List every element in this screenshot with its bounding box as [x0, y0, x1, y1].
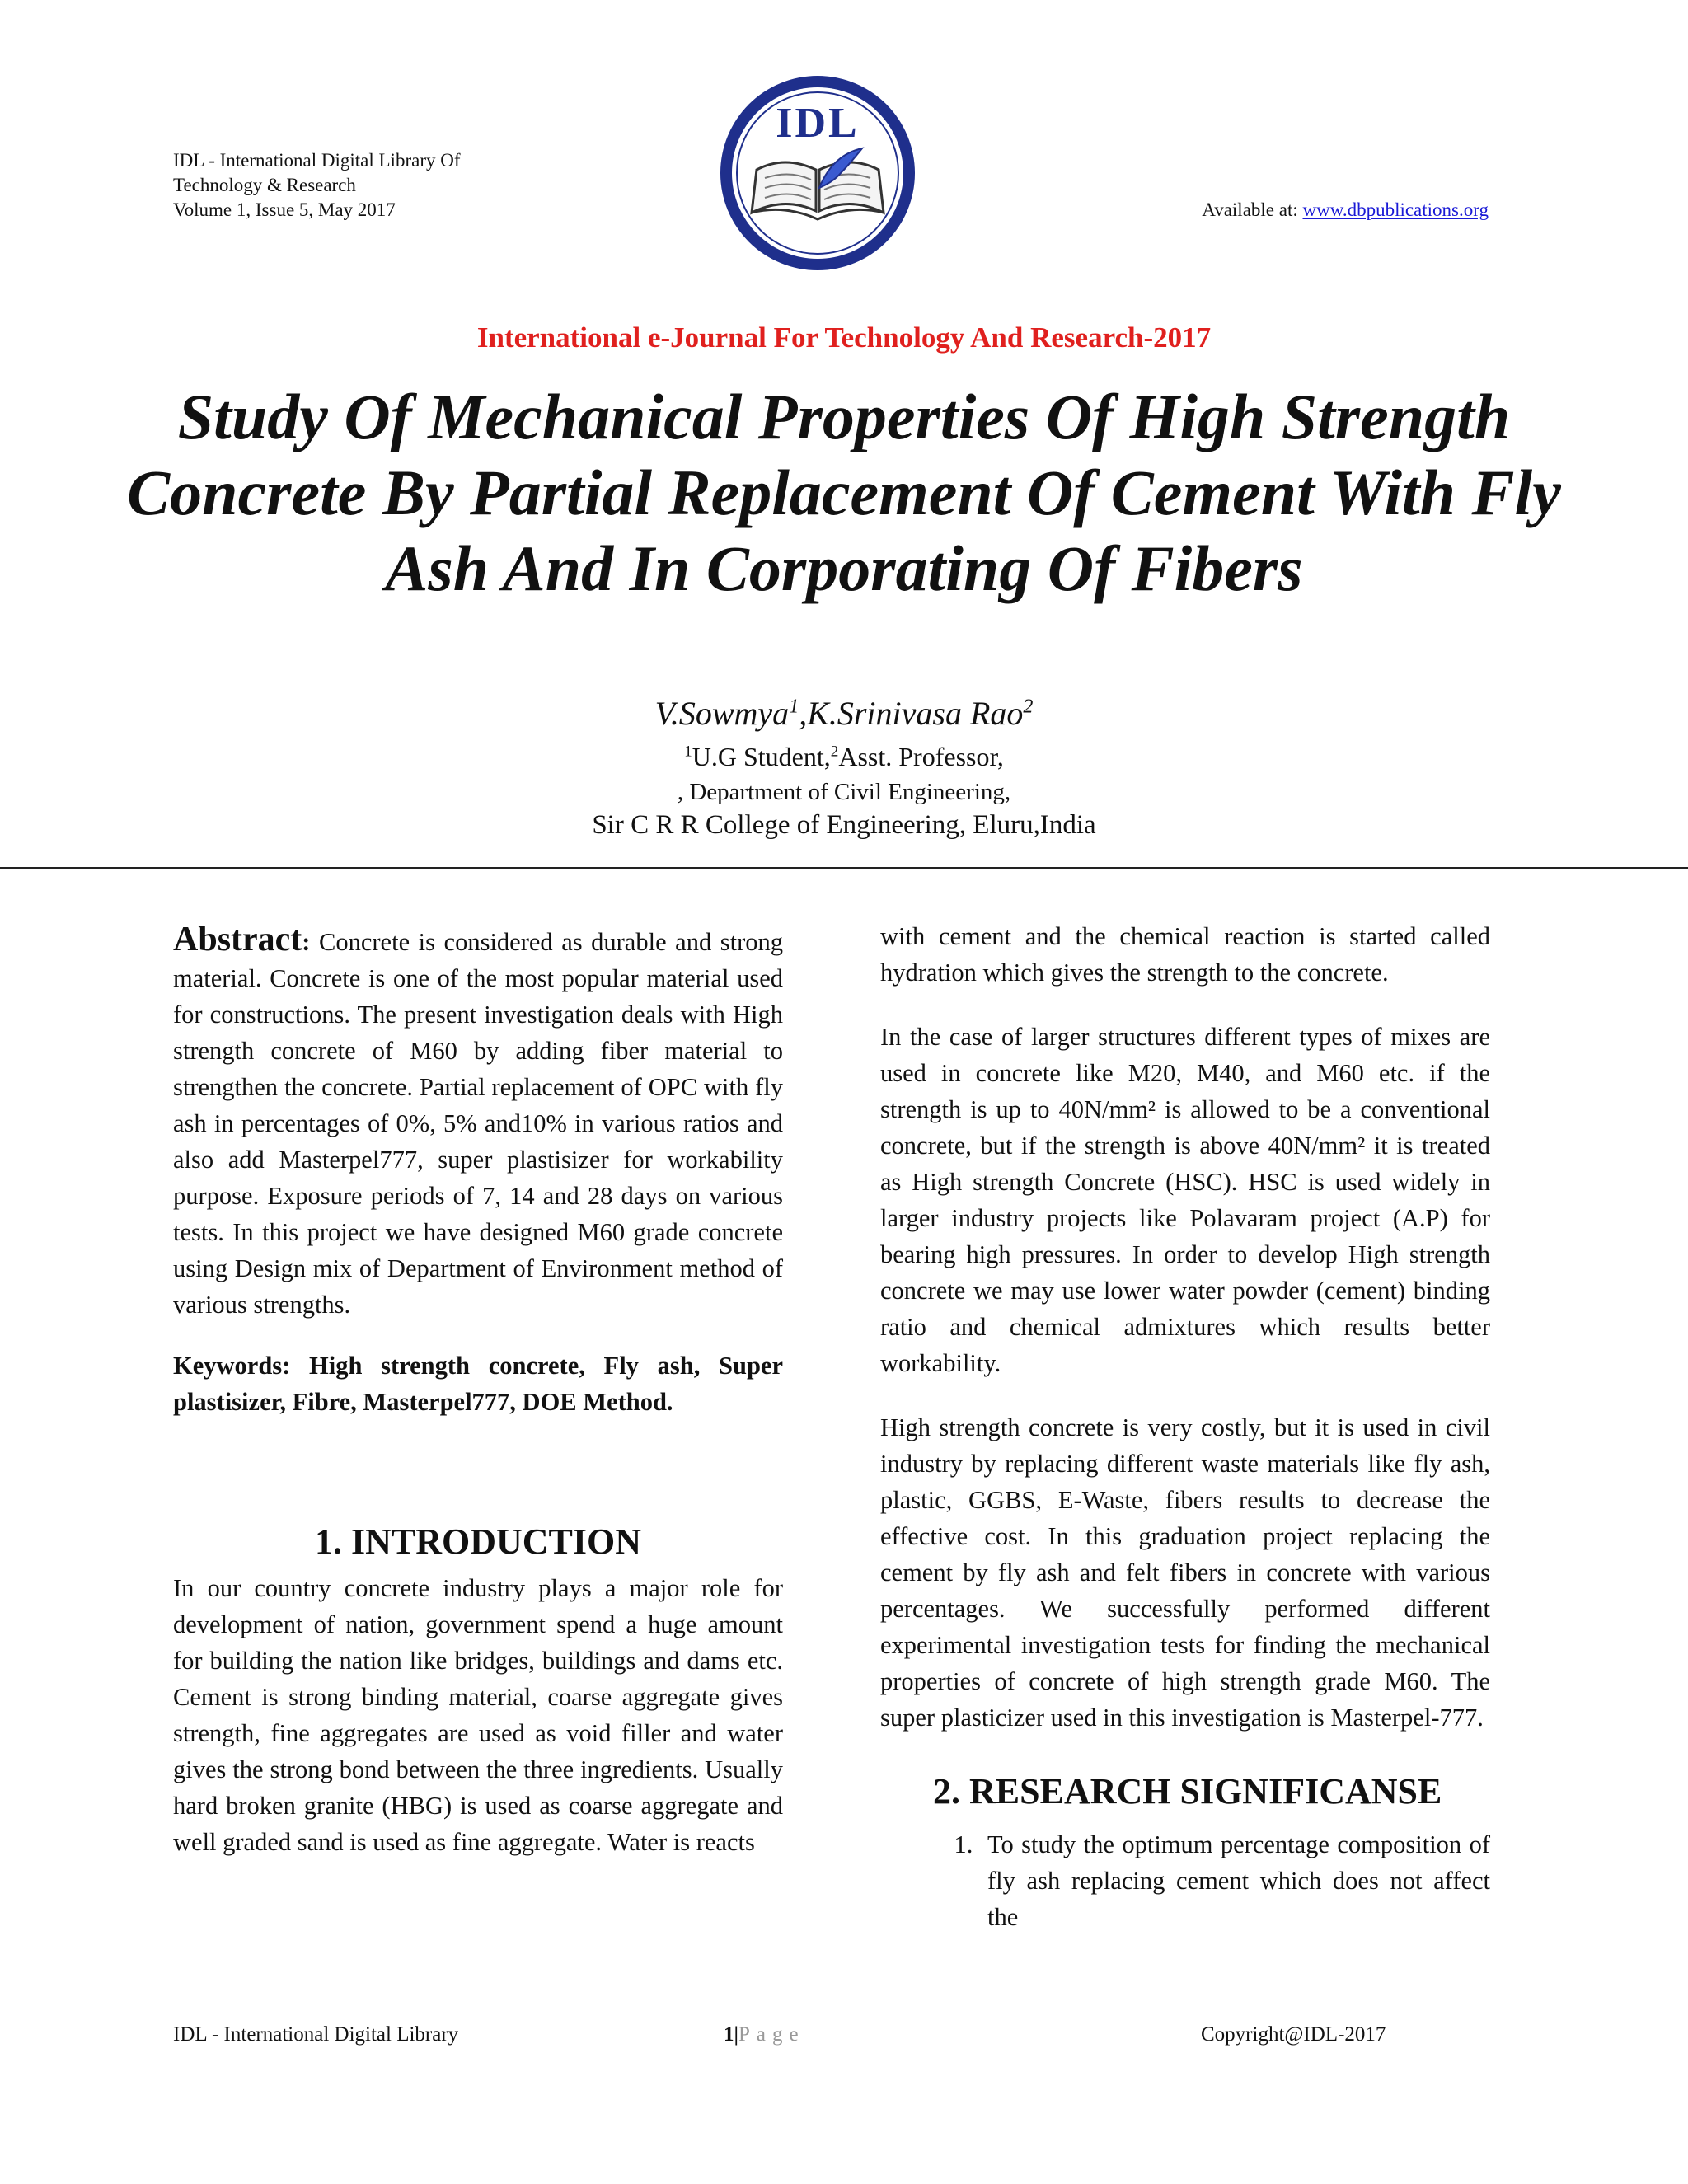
publisher-link[interactable]: www.dbpublications.org — [1302, 199, 1489, 220]
abstract-colon: : — [302, 928, 311, 956]
left-column — [173, 921, 783, 1860]
abstract-paragraph — [173, 921, 783, 1323]
section-research-significance-heading: 2. RESEARCH SIGNIFICANSE — [933, 1771, 1442, 1811]
role-2: Asst. Professor, — [838, 742, 1004, 771]
page-separator: | — [734, 2023, 739, 2046]
intro-paragraph-1: In our country concrete industry plays a major role for development of nation, government spend a huge amount for building the nation like bridges, buildings and dams etc. Cement is strong binding material, coarse aggregate gives strength, fine aggregates are used as void filler and water gives the strong bond between the three ingredients. Usually hard broken granite (HBG) is used as coarse aggregate and well graded sand is used as fine aggregate. Water is reacts — [173, 1574, 783, 1856]
abstract-label: Abstract — [173, 921, 302, 958]
intro-paragraph-2: In the case of larger structures different types of mixes are used in concrete like M20, M40, and M60 etc. if the strength is up to 40N/mm² is allowed to be a conventional concrete, but if the strength is above 40N/mm² it is treated as High strength Concrete (HSC). HSC is used widely in larger industry projects like Polavaram project (A.P) for bearing high pressures. In order to develop High strength concrete we may use lower water powder (cement) binding ratio and chemical admixtures which results better workability. — [880, 1023, 1490, 1377]
available-label: Available at: — [1202, 199, 1303, 220]
paper-title: Study Of Mechanical Properties Of High Strength Concrete By Partial Replacement Of Cement With Fly Ash And In Corporating Of Fibers — [127, 381, 1561, 604]
header-library-name: IDL - International Digital Library Of — [173, 150, 461, 171]
footer-library: IDL - International Digital Library — [173, 2023, 459, 2046]
idl-logo — [717, 73, 918, 274]
header-library-subtitle: Technology & Research — [173, 175, 356, 195]
author-2: ,K.Srinivasa Rao — [799, 695, 1024, 732]
keywords: Keywords: High strength concrete, Fly ash, Super plastisizer, Fibre, Masterpel777, DOE Method. — [173, 1352, 783, 1416]
list-item: 1. To study the optimum percentage composition of fly ash replacing cement which does not affect the — [979, 1826, 1490, 1935]
logo-text: IDL — [776, 100, 860, 147]
role-1-mark: 1 — [684, 743, 692, 761]
department: , Department of Civil Engineering, — [677, 779, 1011, 805]
intro-paragraph-1-continued: with cement and the chemical reaction is started called hydration which gives the strength to the concrete. — [880, 922, 1490, 987]
journal-name: International e-Journal For Technology And Research-2017 — [476, 321, 1212, 354]
author-list — [0, 694, 1688, 733]
college: Sir C R R College of Engineering, Eluru,India — [592, 810, 1096, 840]
section-introduction-heading: 1. INTRODUCTION — [314, 1521, 642, 1562]
header-volume-issue: Volume 1, Issue 5, May 2017 — [173, 199, 396, 220]
footer-copyright: Copyright@IDL-2017 — [1201, 2023, 1386, 2046]
author-1-affiliation-mark: 1 — [789, 696, 799, 718]
abstract-text: Concrete is considered as durable and strong material. Concrete is one of the most popular material used for constructions. The present investigation deals with High strength concrete of M60 by adding fiber material to strengthen the concrete. Partial replacement of OPC with fly ash in percentages of 0%, 5% and10% in various ratios and also add Masterpel777, super plastisizer for workability purpose. Exposure periods of 7, 14 and 28 days on various tests. In this project we have designed M60 grade concrete using Design mix of Department of Environment method of various strengths. — [173, 928, 783, 1319]
research-significance-list — [880, 1826, 1490, 1935]
footer-page-number — [724, 2023, 805, 2046]
page-word: Page — [738, 2023, 805, 2046]
header-journal-info — [173, 148, 461, 223]
author-2-affiliation-mark: 2 — [1023, 696, 1034, 718]
page-number: 1 — [724, 2023, 734, 2046]
right-column — [880, 918, 1490, 1935]
author-roles — [0, 742, 1688, 772]
header-divider — [0, 867, 1688, 869]
header-availability — [1202, 198, 1489, 223]
author-1: V.Sowmya — [654, 695, 790, 732]
role-2-mark: 2 — [830, 743, 839, 761]
intro-paragraph-3: High strength concrete is very costly, but it is used in civil industry by replacing different waste materials like fly ash, plastic, GGBS, E-Waste, fibers results to decrease the effective cost. In this graduation project replacing the cement by fly ash and felt fibers in concrete with various percentages. We successfully performed different experimental investigation tests for finding the mechanical properties of concrete of high strength grade M60. The super plasticizer used in this investigation is Masterpel-777. — [880, 1413, 1490, 1732]
role-1: U.G Student, — [692, 742, 831, 771]
